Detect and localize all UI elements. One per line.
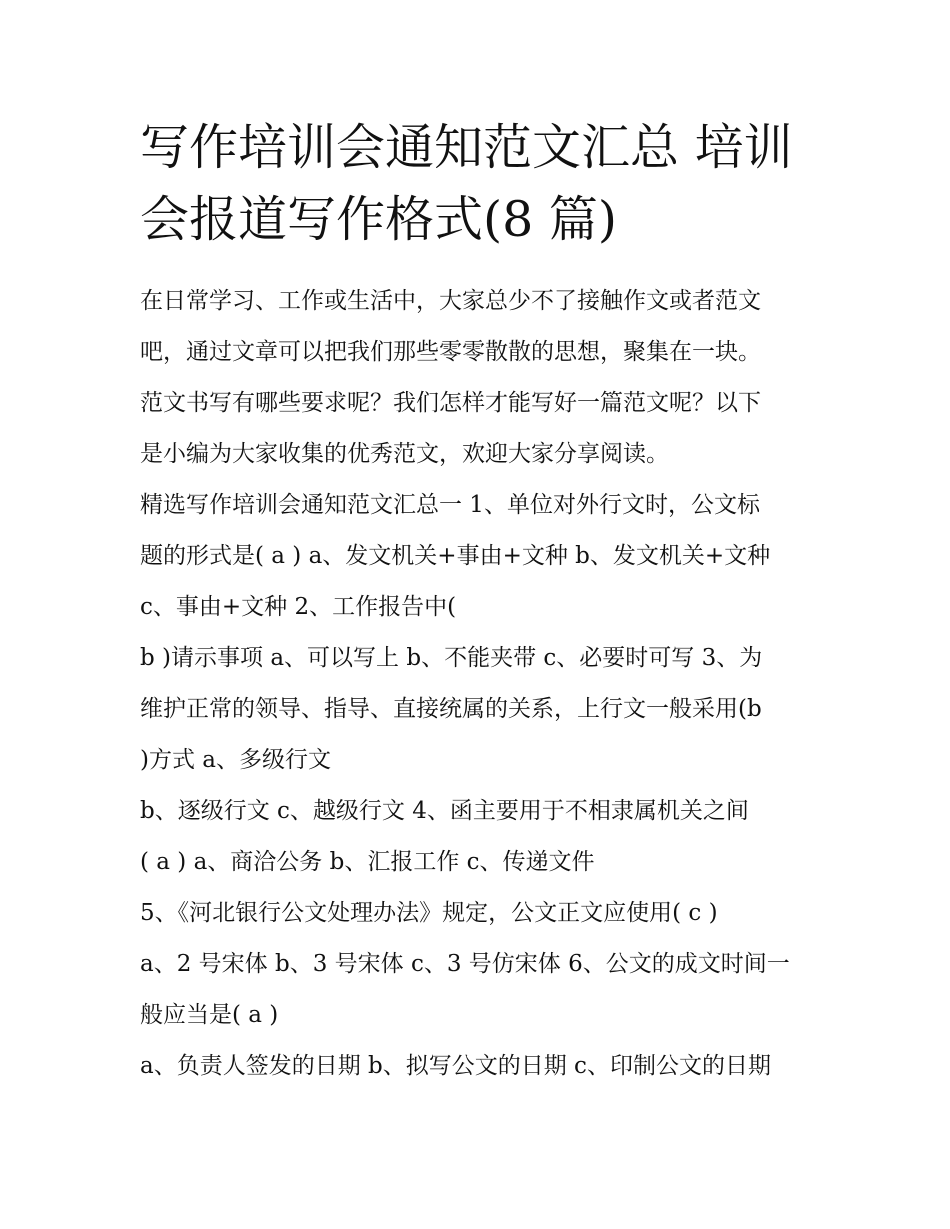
body-line: 范文书写有哪些要求呢？我们怎样才能写好一篇范文呢？以下 — [140, 390, 761, 416]
body-line: 是小编为大家收集的优秀范文，欢迎大家分享阅读。 — [140, 441, 669, 467]
body-line: 吧，通过文章可以把我们那些零零散散的思想，聚集在一块。 — [140, 339, 761, 365]
body-line: ( a ) a、商洽公务 b、汇报工作 c、传递文件 — [140, 849, 595, 875]
body-line: 5、《河北银行公文处理办法》规定，公文正文应使用( c ) — [140, 900, 718, 926]
body-line: b、逐级行文 c、越级行文 4、函主要用于不相隶属机关之间 — [140, 798, 749, 824]
body-line: 在日常学习、工作或生活中，大家总少不了接触作文或者范文 — [140, 288, 761, 314]
body-line: 精选写作培训会通知范文汇总一 1、单位对外行文时，公文标 — [140, 492, 760, 518]
body-line: )方式 a、多级行文 — [140, 747, 331, 773]
document-body — [140, 276, 830, 1092]
body-line: a、负责人签发的日期 b、拟写公文的日期 c、印制公文的日期 — [140, 1053, 771, 1079]
title-line: 会报道写作格式(8 篇) — [140, 191, 617, 248]
body-line: 般应当是( a ) — [140, 1002, 279, 1028]
title-line: 写作培训会通知范文汇总 培训 — [140, 119, 793, 176]
body-line: b )请示事项 a、可以写上 b、不能夹带 c、必要时可写 3、为 — [140, 645, 763, 671]
body-line: a、2 号宋体 b、3 号宋体 c、3 号仿宋体 6、公文的成文时间一 — [140, 951, 790, 977]
body-line: 维护正常的领导、指导、直接统属的关系，上行文一般采用(b — [140, 696, 762, 722]
document-title — [140, 112, 820, 256]
body-line: 题的形式是( a ) a、发文机关+事由+文种 b、发文机关+文种 — [140, 543, 771, 569]
body-line: c、事由+文种 2、工作报告中( — [140, 594, 457, 620]
